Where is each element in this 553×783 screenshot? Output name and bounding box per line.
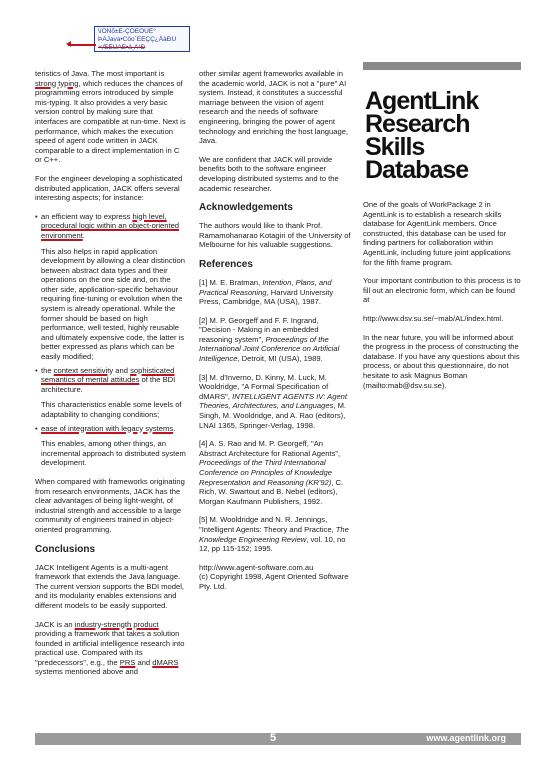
- text: the: [41, 365, 54, 375]
- paragraph: [35, 620, 187, 678]
- paragraph: In the near future, you will be informed about the progress in the process of constructing the database. If you have any questions about this process, or about this questionnaire, do not hesitate to ask Magnus Boman (mailto:mab@dsv.su.se).: [363, 332, 520, 390]
- paragraph: We are confident that JACK will provide benefits both to the software engineer developing distributed systems and to the academic researcher.: [199, 154, 339, 193]
- paragraph: When compared with frameworks originating from research environments, JACK has the clear advantages of being light-weight, of industrial strength and accessible to a large community of engineers trained in object-oriented programming.: [35, 476, 185, 534]
- section-heading-references: References: [199, 258, 253, 270]
- sidebar-title: [365, 87, 521, 184]
- text: , M. Singh, M. Wooldridge, and A. Rao (editors), LNAI 1365, Springer-Verlag, 1998.: [199, 401, 347, 430]
- paragraph: JACK Intelligent Agents is a multi-agent framework that extends the Java language. The current version supports the BDI model, and its modularity enables extensions and different models to be easily supported.: [35, 562, 184, 610]
- paragraph: [199, 563, 352, 592]
- section-heading-conclusions: Conclusions: [35, 543, 96, 555]
- list-item-detail: This also helps in rapid application development by allowing a clear distinction between abstract data types and their operations on the one side and, on the other side, application-specific behaviour requiring fine-tuning or evolution when the system is already operational. While the former should be based on high performance, well tested, highly reusable and ultimately expensive code, the latter is better expressed as plans which can be easily modified;: [41, 246, 185, 362]
- section-heading-acknowledgements: Acknowledgements: [199, 202, 293, 214]
- text: , which reduces the chances of programming errors introduced by simple mis-typing. It also provides a very basic version control by making sure that interfaces are compatible at run-time. Next is performance, which makes the execution speed of agent code written in JACK comparable to a direct implementation in C or C++.: [35, 78, 186, 165]
- text: and: [135, 657, 153, 667]
- reference-item: [199, 515, 352, 553]
- stamp-line-2: ÞÄJava•Cöo´ÉÈÇÇ¿ÅàÐÜ: [98, 36, 177, 43]
- company-url: http://www.agent-software.com.au: [199, 562, 314, 572]
- text: an efficient way to express: [41, 211, 133, 221]
- reference-item: [199, 373, 352, 431]
- annotation-arrow: [68, 44, 96, 46]
- highlighted-text: dMARS: [152, 657, 179, 667]
- column-left: [35, 69, 187, 686]
- feature-list: [35, 424, 187, 434]
- highlighted-text: high level, procedural logic within an object-oriented environment: [41, 211, 180, 240]
- title-line: Research: [365, 110, 470, 138]
- highlighted-text: PRS: [119, 657, 136, 667]
- list-item: [35, 424, 187, 434]
- reference-item: [199, 439, 352, 506]
- copyright-text: (c) Copyright 1998, Agent Oriented Software Pty. Ltd.: [199, 572, 349, 591]
- text: [2] M. P. Georgeff and F. F. Ingrand, "Decision - Making in an embedded reasoning system",: [199, 315, 319, 344]
- list-item-detail: This enables, among other things, an incremental approach to distributed system development.: [41, 439, 186, 468]
- page-number: 5: [270, 732, 277, 744]
- text: .: [173, 423, 176, 433]
- text: [3] M. d'Inverno, D. Kinny, M. Luck, M. Wooldridge, "A Formal Specification of dMARS",: [199, 372, 329, 401]
- highlighted-text: context sensitivity: [53, 365, 114, 375]
- highlighted-text: industry-strength product: [74, 619, 159, 629]
- stamp-line-1: \ïÖÑõ±É-ÇÖÈÖÜÉ°: [98, 28, 156, 35]
- text: , vol. 10, no 12, pp 115-152; 1995.: [199, 534, 346, 554]
- list-item: [35, 212, 187, 241]
- text: [1] M. E. Bratman,: [199, 277, 263, 287]
- text: , C. Rich, W. Swartout and B. Nebel (editors), Morgan Kaufmann Publishers, 1992.: [199, 477, 344, 506]
- text: [4] A. S. Rao and M. P. Georgeff, "An Abstract Architecture for Rational Agents",: [199, 439, 341, 458]
- stamp-line-3: ×ÆËÜÃÉ•ä¸Ä¹Ð: [98, 44, 146, 51]
- text: systems mentioned above and: [35, 667, 138, 677]
- title-line: AgentLink: [365, 87, 479, 115]
- text: JACK is an: [35, 619, 75, 629]
- highlighted-text: sophisticated semantics of mental attitudes: [41, 365, 175, 385]
- highlighted-text: ease of integration with legacy systems: [41, 423, 174, 433]
- reference-item: [199, 278, 352, 307]
- italic-title: Proceedings of the Third International Conference on Principles of Knowledge Representation and Reasoning (KR'92): [199, 458, 332, 487]
- column-right: [363, 62, 521, 399]
- column-middle: [199, 69, 352, 592]
- highlighted-text: strong typing: [35, 78, 79, 88]
- text: and: [113, 365, 131, 375]
- paragraph: other similar agent frameworks available in the academic world, JACK is not a "pure" AI system. Instead, it constitutes a successful marriage between the vision of agent research and the needs of software engineering, bringing the power of agent technology and enriching the host language, Java.: [199, 69, 349, 146]
- text: providing a framework that takes a solution founded in artificial intelligence research into practical use. Compared with its "predecessors", e.g., the: [35, 629, 185, 667]
- paragraph: Your important contribution to this process is to fill out an electronic form, which can be found at: [363, 276, 521, 305]
- title-line: Database: [365, 156, 469, 184]
- footer-url: www.agentlink.org: [426, 733, 506, 743]
- feature-list: [35, 212, 187, 241]
- text: , Detroit, MI (USA), 1989.: [237, 354, 323, 364]
- italic-title: INTELLIGENT AGENTS IV: Agent Theories, Architectures, and Languages: [199, 391, 348, 411]
- form-url: http://www.dsv.su.se/~mab/AL/index.html.: [363, 313, 504, 323]
- italic-title: Proceedings of the International Joint Conference on Artificial Intelligence: [199, 334, 340, 364]
- list-item-detail: This characteristics enable some levels of adaptability to changing conditions;: [41, 400, 182, 419]
- text: of the BDI architecture.: [41, 375, 176, 394]
- text: , Harvard University Press, Cambridge, MA (USA), 1987.: [199, 287, 334, 307]
- annotation-stamp: [94, 26, 190, 52]
- text: [5] M. Wooldridge and N. R. Jennings, "Intelligent Agents: Theory and Practice,: [199, 515, 336, 534]
- paragraph: One of the goals of WorkPackage 2 in AgentLink is to establish a research skills database for AgentLink members. Once constructed, this database can be used for finding partners for collaboration within AgentLink, including future joint applications for the fifth frame program.: [363, 200, 511, 267]
- italic-title: Intention, Plans, and Practical Reasoning: [199, 277, 332, 297]
- text: teristics of Java. The most important is: [35, 69, 165, 78]
- list-item: [35, 366, 187, 395]
- title-line: Skills: [365, 133, 425, 161]
- page-footer: [35, 733, 521, 745]
- paragraph: For the engineer developing a sophisticated distributed application, JACK offers several interesting aspects; for instance:: [35, 173, 183, 203]
- reference-item: [199, 316, 352, 364]
- feature-list: [35, 366, 187, 395]
- italic-title: The Knowledge Engineering Review: [199, 524, 349, 544]
- paragraph: The authors would like to thank Prof. Ramamohanarao Kotagiri of the University of Melbourne for his valuable suggestions.: [199, 221, 351, 250]
- text: .: [82, 230, 85, 240]
- paragraph: [35, 69, 187, 165]
